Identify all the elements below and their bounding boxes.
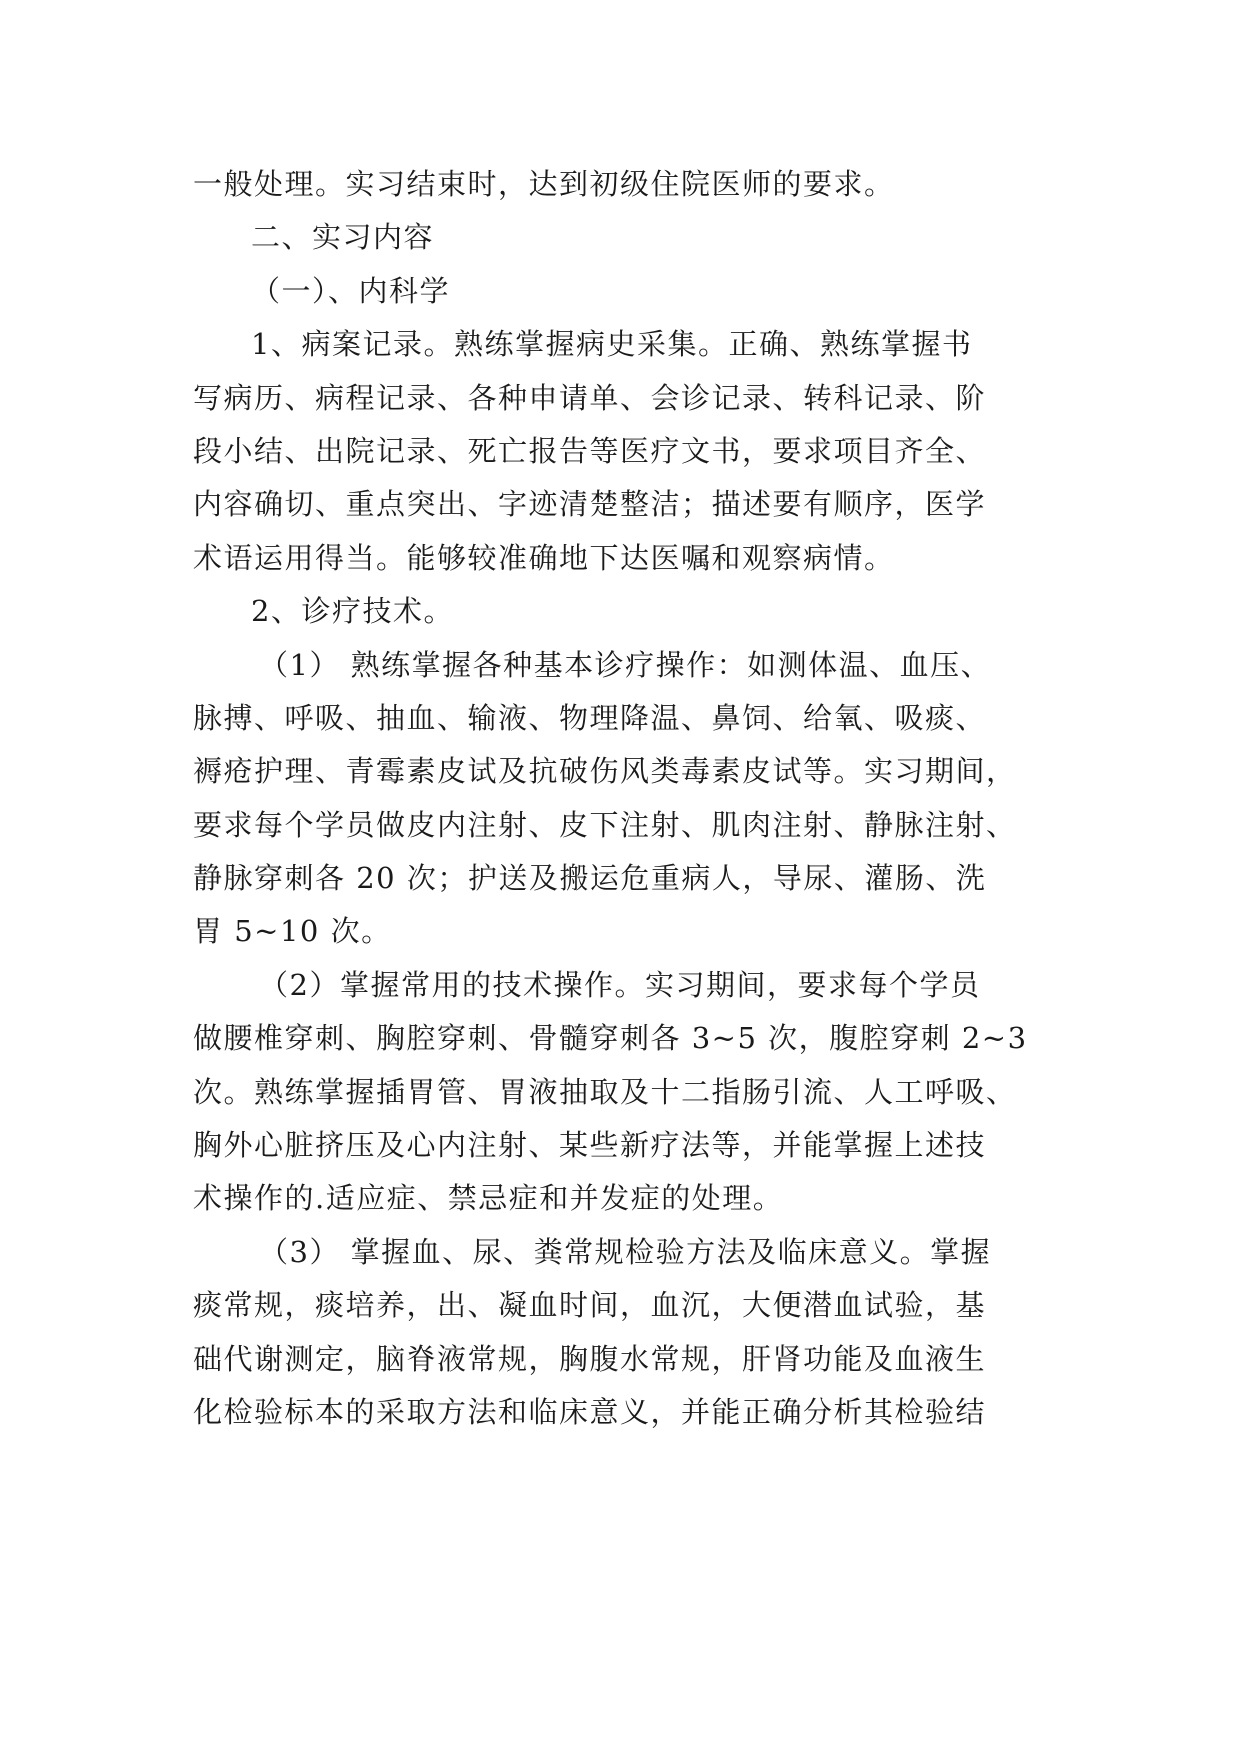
section-heading: 二、实习内容: [251, 220, 435, 255]
paragraph-line: 术操作的.适应症、禁忌症和并发症的处理。: [193, 1181, 784, 1216]
paragraph-line: 写病历、病程记录、各种申请单、会诊记录、转科记录、阶: [193, 380, 987, 415]
paragraph-line: 做腰椎穿刺、胸腔穿刺、骨髓穿刺各 3~5 次，腹腔穿刺 2~3: [193, 1021, 1028, 1056]
paragraph-line: （2）掌握常用的技术操作。实习期间，要求每个学员: [259, 967, 981, 1002]
paragraph-line: 术语运用得当。能够较准确地下达医嘱和观察病情。: [193, 540, 895, 575]
paragraph-line: （3） 掌握血、尿、粪常规检验方法及临床意义。掌握: [259, 1234, 992, 1269]
subsection-heading: （一）、内科学: [251, 273, 451, 308]
paragraph-line: 胸外心脏挤压及心内注射、某些新疗法等，并能掌握上述技: [193, 1128, 987, 1163]
body-text: [193, 158, 1073, 1439]
paragraph-line: （1） 熟练掌握各种基本诊疗操作：如测体温、血压、: [259, 647, 992, 682]
paragraph-line: 次。熟练掌握插胃管、胃液抽取及十二指肠引流、人工呼吸、: [193, 1074, 1017, 1109]
paragraph-line: 一般处理。实习结束时，达到初级住院医师的要求。: [193, 167, 895, 201]
paragraph-line: 段小结、出院记录、死亡报告等医疗文书，要求项目齐全、: [193, 433, 987, 468]
paragraph-line: 化检验标本的采取方法和临床意义，并能正确分析其检验结: [193, 1394, 987, 1429]
paragraph-line: 2、诊疗技术。: [251, 594, 454, 629]
paragraph-line: 痰常规，痰培养，出、凝血时间，血沉，大便潜血试验，基: [193, 1288, 987, 1323]
paragraph-line: 静脉穿刺各 20 次；护送及搬运危重病人，导尿、灌肠、洗: [193, 861, 987, 896]
paragraph-line: 褥疮护理、青霉素皮试及抗破伤风类毒素皮试等。实习期间，: [193, 754, 1017, 789]
paragraph-line: 胃 5~10 次。: [193, 914, 392, 949]
paragraph-line: 内容确切、重点突出、字迹清楚整洁；描述要有顺序，医学: [193, 487, 987, 522]
paragraph-line: 要求每个学员做皮内注射、皮下注射、肌肉注射、静脉注射、: [193, 807, 1017, 842]
paragraph-line: 础代谢测定，脑脊液常规，胸腹水常规，肝肾功能及血液生: [193, 1341, 987, 1376]
paragraph-line: 脉搏、呼吸、抽血、输液、物理降温、鼻饲、给氧、吸痰、: [193, 700, 987, 735]
paragraph-line: 1、病案记录。熟练掌握病史采集。正确、熟练掌握书: [251, 327, 973, 362]
